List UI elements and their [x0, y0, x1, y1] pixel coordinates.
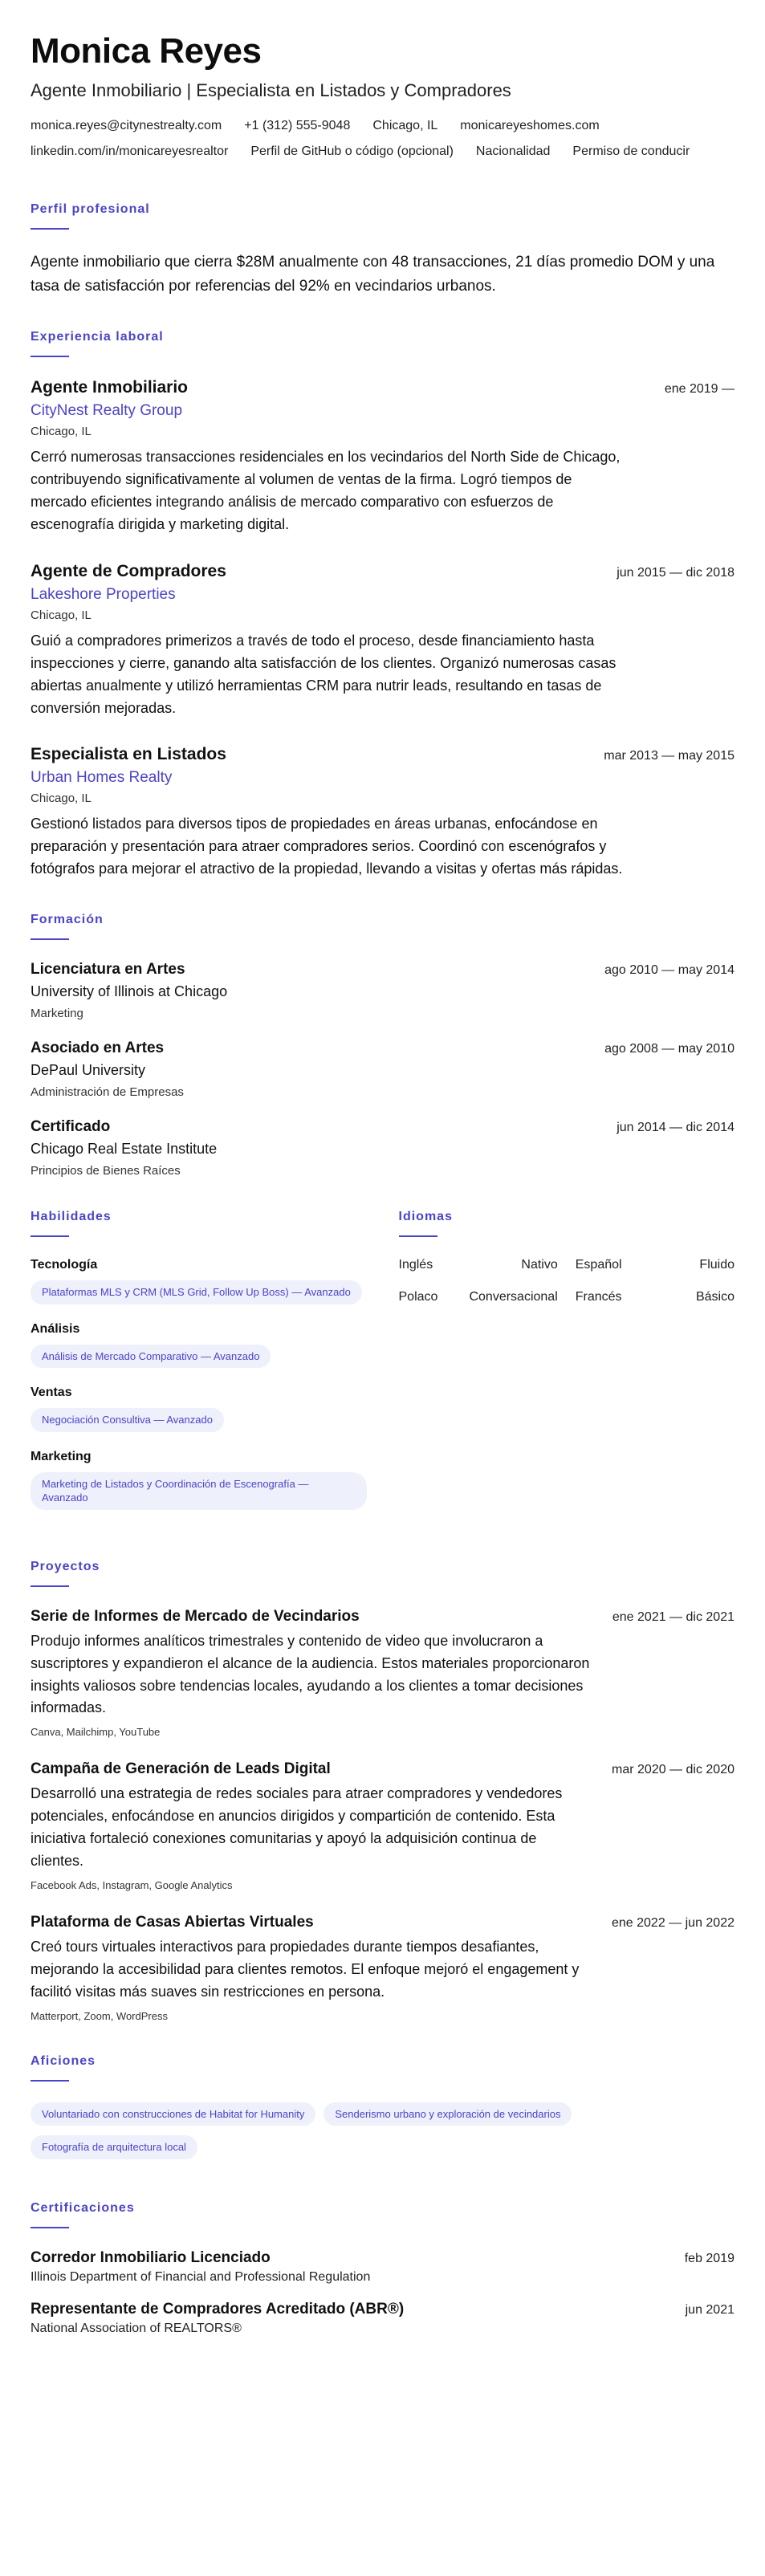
skill-category: Análisis — [31, 1321, 80, 1336]
language-item — [399, 1290, 558, 1304]
projects-section — [31, 1560, 734, 2022]
experience-entry — [31, 378, 734, 536]
experience-entry — [31, 745, 734, 881]
education-entry — [31, 1040, 734, 1099]
language-name: Inglés — [398, 1258, 433, 1272]
project-description: Desarrolló una estrategia de redes sociales para atraer compradores y vendedores potenciales, enfocándose en anuncios dirigidos y compartición de contenido. Esta iniciativa fortaleció conexiones comunitarias y apoyó la adquisición continua de clientes. — [31, 1785, 563, 1870]
certifications-section — [31, 2201, 734, 2336]
section-divider — [31, 1235, 69, 1237]
skill-group — [31, 1386, 367, 1432]
certification-issuer: National Association of REALTORS® — [31, 2321, 242, 2335]
skill-tag: Negociación Consultiva — Avanzado — [31, 1408, 224, 1432]
skill-tag: Análisis de Mercado Comparativo — Avanzado — [31, 1345, 271, 1369]
contact-linkedin[interactable]: linkedin.com/in/monicareyesrealtor — [31, 144, 229, 159]
education-entry — [31, 961, 734, 1020]
section-divider — [31, 1585, 69, 1587]
language-level: Básico — [695, 1290, 734, 1304]
project-title: Campaña de Generación de Leads Digital — [31, 1760, 331, 1778]
contact-location: Chicago, IL — [372, 119, 438, 133]
education-date: ago 2010 — may 2014 — [604, 963, 734, 978]
field-of-study: Marketing — [31, 1007, 83, 1021]
job-location: Chicago, IL — [31, 608, 92, 622]
certification-issuer: Illinois Department of Financial and Professional Regulation — [31, 2269, 371, 2284]
language-level: Fluido — [699, 1258, 734, 1272]
certification-name: Representante de Compradores Acreditado (ABR®) — [31, 2300, 405, 2318]
hobby-tag: Fotografía de arquitectura local — [31, 2135, 197, 2159]
job-date: jun 2015 — dic 2018 — [616, 565, 734, 580]
field-of-study: Principios de Bienes Raíces — [31, 1164, 181, 1178]
certification-date: jun 2021 — [685, 2302, 734, 2317]
job-description: Guió a compradores primerizos a través de todo el proceso, desde financiamiento hasta inspecciones y cierre, ganando alta satisfacción de los clientes. Organizó numerosas casas abiertas anualmente y utilizó herramientas CRM para nutrir leads, resultando en tasas de conversión mejoradas. — [31, 632, 616, 716]
section-divider — [31, 356, 69, 357]
language-level: Conversacional — [469, 1290, 558, 1304]
project-date: ene 2021 — dic 2021 — [612, 1609, 734, 1624]
headline: Agente Inmobiliario | Especialista en Listados y Compradores — [31, 80, 511, 101]
contact-phone[interactable]: +1 (312) 555-9048 — [244, 119, 351, 133]
skill-tag: Plataformas MLS y CRM (MLS Grid, Follow Up Boss) — Avanzado — [31, 1280, 362, 1304]
skill-group — [31, 1450, 367, 1510]
section-divider — [399, 1235, 437, 1237]
project-title: Plataforma de Casas Abiertas Virtuales — [31, 1913, 314, 1931]
skill-group — [31, 1322, 367, 1369]
section-title: Perfil profesional — [31, 202, 150, 217]
certification-entry — [31, 2301, 734, 2336]
contact-github[interactable]: Perfil de GitHub o código (opcional) — [250, 144, 454, 159]
school-name: Chicago Real Estate Institute — [31, 1141, 218, 1158]
job-title: Agente Inmobiliario — [31, 378, 189, 397]
language-level: Nativo — [521, 1258, 558, 1272]
section-divider — [31, 2227, 69, 2228]
skill-group — [31, 1258, 367, 1304]
certification-date: feb 2019 — [684, 2251, 734, 2265]
project-description: Creó tours virtuales interactivos para propiedades durante tiempos desafiantes, mejorando la accesibilidad para clientes remotos. El enfoque mejoró el engagement y facilitó visitas más suaves sin restricciones en persona. — [31, 1938, 580, 2000]
section-title: Aficiones — [31, 2053, 96, 2068]
profile-summary: Agente inmobiliario que cierra $28M anualmente con 48 transacciones, 21 días promedio DOM y una tasa de satisfacción por referencias del 92% en vecindarios urbanos. — [31, 254, 715, 295]
project-date: mar 2020 — dic 2020 — [612, 1763, 734, 1777]
degree: Licenciatura en Artes — [31, 961, 185, 979]
job-title: Especialista en Listados — [31, 745, 226, 764]
language-name: Español — [575, 1258, 622, 1272]
hobbies-list — [31, 2102, 734, 2169]
hobby-tag: Voluntariado con construcciones de Habitat for Humanity — [31, 2102, 315, 2126]
education-section — [31, 913, 734, 1178]
skills-section — [31, 1210, 367, 1528]
section-divider — [31, 2080, 69, 2082]
project-tools: Canva, Mailchimp, YouTube — [31, 1726, 161, 1739]
skills-languages-row — [31, 1210, 734, 1528]
company-name: CityNest Realty Group — [31, 402, 183, 420]
experience-section — [31, 330, 734, 881]
section-title: Proyectos — [31, 1559, 100, 1573]
contact-driving-license: Permiso de conducir — [572, 144, 690, 159]
school-name: University of Illinois at Chicago — [31, 983, 228, 1000]
field-of-study: Administración de Empresas — [31, 1085, 184, 1100]
skill-category: Tecnología — [31, 1258, 98, 1272]
contact-info — [31, 119, 734, 170]
profile-section — [31, 202, 734, 298]
section-title: Habilidades — [31, 1210, 112, 1224]
project-entry — [31, 1608, 734, 1739]
company-name: Lakeshore Properties — [31, 585, 176, 603]
language-name: Polaco — [398, 1290, 438, 1304]
language-item — [576, 1258, 734, 1272]
skill-category: Marketing — [31, 1449, 92, 1463]
languages-list — [399, 1258, 735, 1304]
section-title: Experiencia laboral — [31, 330, 164, 344]
section-title: Idiomas — [398, 1210, 453, 1224]
section-title: Formación — [31, 913, 104, 927]
candidate-name: Monica Reyes — [31, 31, 262, 71]
degree: Certificado — [31, 1118, 111, 1136]
contact-website[interactable]: monicareyeshomes.com — [460, 119, 600, 133]
section-divider — [31, 938, 69, 940]
section-title: Certificaciones — [31, 2200, 135, 2215]
certification-entry — [31, 2249, 734, 2285]
job-date: ene 2019 — — [664, 382, 734, 397]
hobby-tag: Senderismo urbano y exploración de vecindarios — [323, 2102, 572, 2126]
education-date: ago 2008 — may 2010 — [604, 1042, 734, 1056]
company-name: Urban Homes Realty — [31, 769, 173, 787]
hobbies-section — [31, 2054, 734, 2169]
skill-tag: Marketing de Listados y Coordinación de Escenografía — Avanzado — [31, 1472, 367, 1510]
project-entry — [31, 1760, 734, 1891]
project-date: ene 2022 — jun 2022 — [611, 1915, 734, 1930]
degree: Asociado en Artes — [31, 1040, 165, 1057]
language-item — [576, 1290, 734, 1304]
project-entry — [31, 1914, 734, 2022]
education-date: jun 2014 — dic 2014 — [616, 1121, 734, 1135]
school-name: DePaul University — [31, 1062, 146, 1079]
language-name: Francés — [575, 1290, 622, 1304]
languages-section — [399, 1210, 735, 1528]
project-tools: Matterport, Zoom, WordPress — [31, 2009, 168, 2022]
project-description: Produjo informes analíticos trimestrales y contenido de video que involucraron a suscriptores y expandieron el alcance de la audiencia. Estos materiales proporcionaron insights valiosos sobre tendencias locales, ayudando a los clientes a tomar decisiones informadas. — [31, 1632, 590, 1716]
job-title: Agente de Compradores — [31, 561, 226, 580]
certification-name: Corredor Inmobiliario Licenciado — [31, 2248, 271, 2266]
experience-entry — [31, 562, 734, 720]
skill-category: Ventas — [31, 1386, 72, 1400]
project-tools: Facebook Ads, Instagram, Google Analytics — [31, 1878, 233, 1891]
project-title: Serie de Informes de Mercado de Vecindarios — [31, 1607, 360, 1625]
job-date: mar 2013 — may 2015 — [604, 749, 734, 763]
job-location: Chicago, IL — [31, 425, 92, 439]
job-description: Cerró numerosas transacciones residenciales en los vecindarios del North Side de Chicago, contribuyendo significativamente al volumen de ventas de la firma. Logró tiempos de mercado eficientes integrando análisis de mercado comparativo con esfuerzos de escenografía dirigida y marketing digital. — [31, 449, 621, 532]
contact-email[interactable]: monica.reyes@citynestrealty.com — [31, 119, 222, 133]
education-entry — [31, 1118, 734, 1178]
language-item — [399, 1258, 558, 1272]
job-description: Gestionó listados para diversos tipos de propiedades en áreas urbanas, enfocándose en preparación y presentación para atraer compradores serios. Coordinó con escenógrafos y fotógrafos para mejorar el atractivo de la propiedad, llevando a visitas y ofertas más rápidas. — [31, 816, 623, 877]
resume-header — [31, 32, 734, 170]
contact-nationality: Nacionalidad — [475, 144, 551, 159]
job-location: Chicago, IL — [31, 792, 92, 806]
section-divider — [31, 228, 69, 230]
